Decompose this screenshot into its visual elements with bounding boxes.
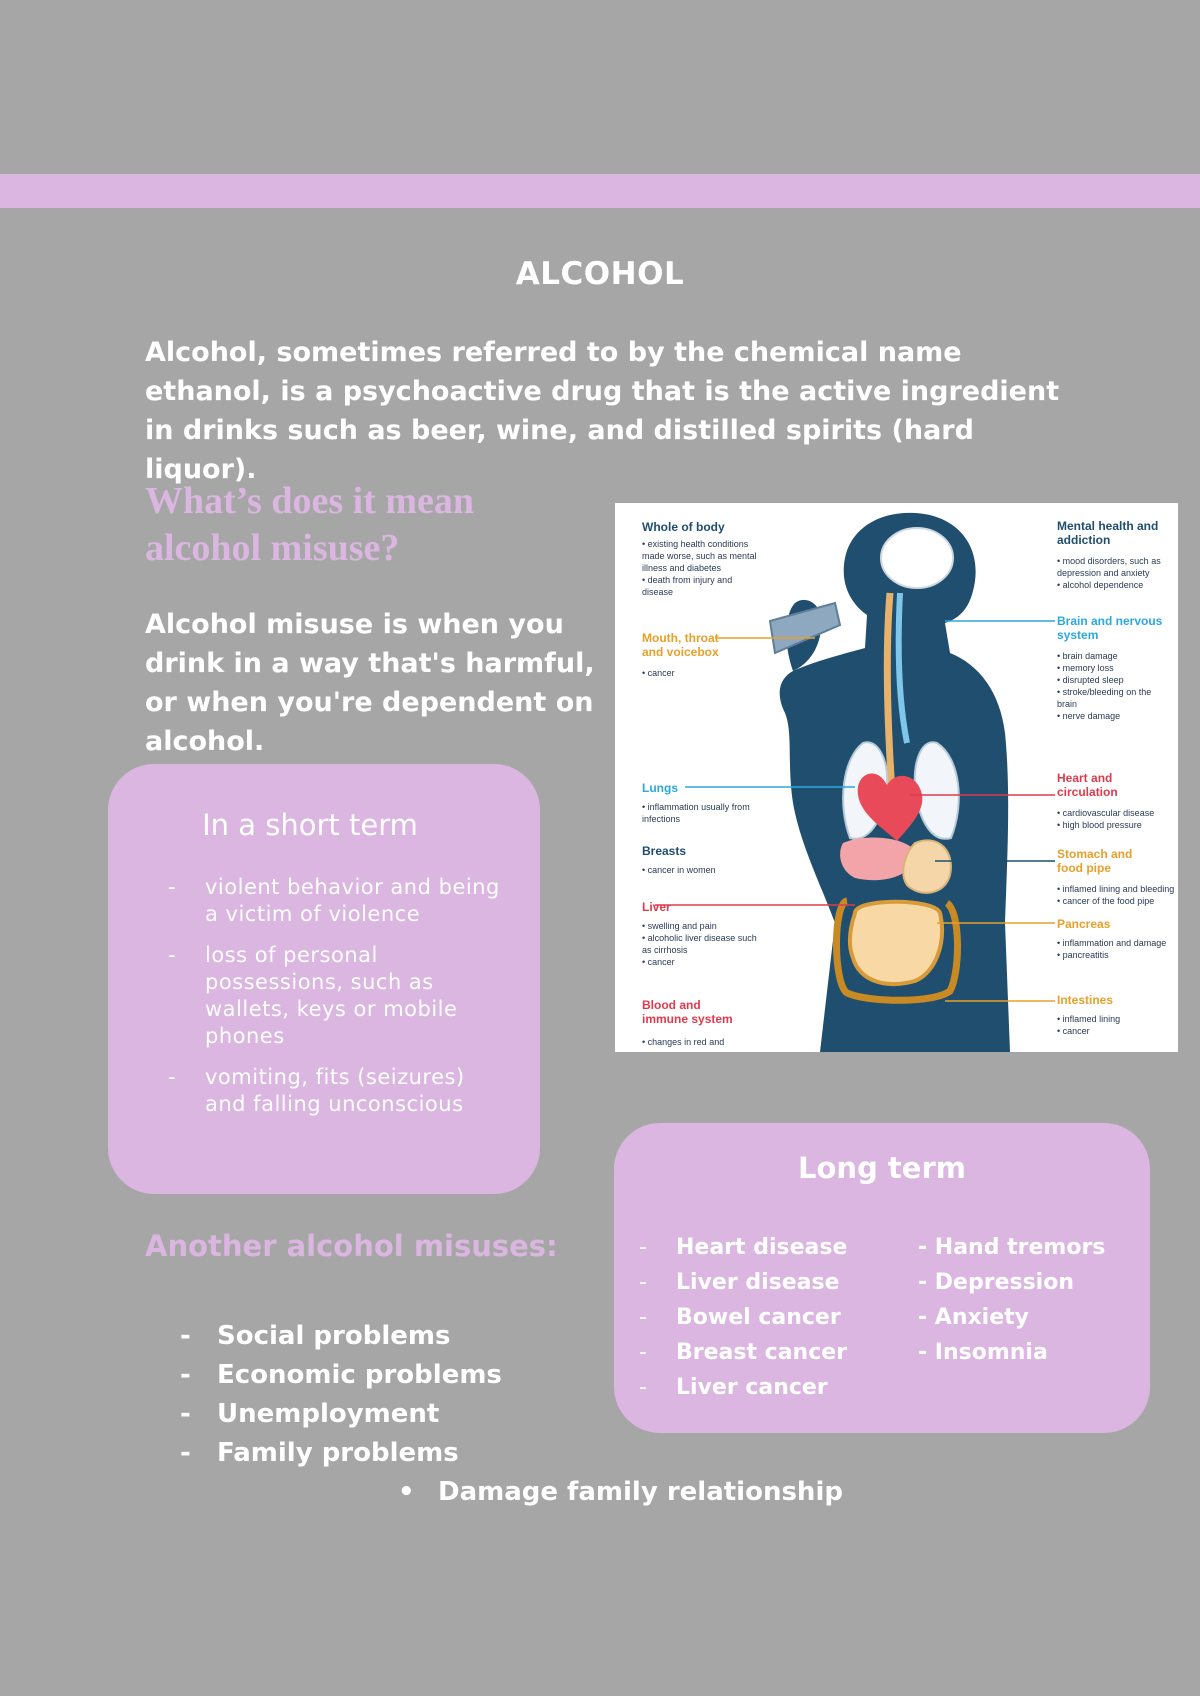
- label-heart-circulation: Heart and circulation: [1057, 771, 1118, 799]
- label-blood-immune: Blood and immune system: [642, 998, 733, 1026]
- list-item: - Unemployment: [180, 1395, 502, 1434]
- list-item: - Liver disease: [639, 1265, 847, 1300]
- bullet-icon: •: [398, 1477, 415, 1507]
- list-item: - Bowel cancer: [639, 1300, 847, 1335]
- label-brain-nervous-detail: • brain damage • memory loss • disrupted sleep • stroke/bleeding on the brain • nerve damage: [1057, 651, 1152, 721]
- label-pancreas: Pancreas: [1057, 917, 1111, 931]
- label-mental-health: Mental health and addiction: [1057, 519, 1159, 547]
- list-item: - Social problems: [180, 1317, 502, 1356]
- label-mouth-throat: Mouth, throat and voicebox: [642, 631, 719, 659]
- list-item: - Hand tremors: [918, 1235, 1106, 1260]
- long-term-title: Long term: [798, 1151, 966, 1185]
- list-item: - vomiting, fits (seizures) and falling unconscious: [168, 1064, 508, 1118]
- label-intestines: Intestines: [1057, 993, 1114, 1007]
- intro-paragraph: Alcohol, sometimes referred to by the chemical name ethanol, is a psychoactive drug that is the active ingredient in drinks such as beer, wine, and distilled spirits (hard liquor).: [145, 337, 1060, 485]
- short-term-box: [108, 764, 540, 1194]
- list-item: - Economic problems: [180, 1356, 502, 1395]
- label-lungs: Lungs: [642, 781, 678, 795]
- label-pancreas-detail: • inflammation and damage • pancreatitis: [1057, 938, 1167, 960]
- list-item: - Insomnia: [918, 1340, 1048, 1365]
- intestines-icon: [850, 902, 942, 984]
- list-item: - Liver cancer: [639, 1370, 847, 1405]
- list-item: - Anxiety: [918, 1305, 1029, 1330]
- list-item: - Heart disease: [639, 1230, 847, 1265]
- label-breasts-detail: • cancer in women: [642, 865, 716, 875]
- label-lungs-detail: • inflammation usually from infections: [642, 802, 750, 824]
- list-item: - violent behavior and being a victim of violence: [168, 874, 508, 928]
- label-heart-circulation-detail: • cardiovascular disease • high blood pressure: [1057, 808, 1155, 830]
- brain-icon: [881, 528, 953, 588]
- another-misuses-heading: Another alcohol misuses:: [145, 1229, 558, 1263]
- misuse-heading: What’s does it mean alcohol misuse?: [145, 480, 474, 569]
- label-breasts: Breasts: [642, 844, 687, 858]
- long-term-list-right: [918, 1230, 1105, 1370]
- list-item: - Depression: [918, 1270, 1074, 1295]
- short-term-list: [168, 874, 508, 1132]
- label-stomach-food-pipe-detail: • inflamed lining and bleeding • cancer of the food pipe: [1057, 884, 1175, 906]
- misuse-definition: Alcohol misuse is when you drink in a way that's harmful, or when you're dependent on alcohol.: [145, 609, 595, 757]
- another-misuses-list: [180, 1317, 502, 1473]
- list-item: - Breast cancer: [639, 1335, 847, 1370]
- top-accent-band: [0, 174, 1200, 208]
- label-intestines-detail: • inflamed lining • cancer: [1057, 1014, 1121, 1036]
- label-mental-health-detail: • mood disorders, such as depression and anxiety • alcohol dependence: [1057, 556, 1161, 590]
- label-whole-body-detail: • existing health conditions made worse, such as mental illness and diabetes • death from injury and disease: [642, 539, 757, 597]
- label-whole-body: Whole of body: [642, 520, 725, 534]
- long-term-box: [614, 1123, 1150, 1433]
- label-liver-detail: • swelling and pain • alcoholic liver disease such as cirrhosis • cancer: [642, 921, 757, 967]
- label-brain-nervous: Brain and nervous system: [1057, 614, 1163, 642]
- list-item: - Family problems: [180, 1434, 502, 1473]
- page-title: ALCOHOL: [515, 256, 685, 292]
- label-liver: Liver: [642, 900, 671, 914]
- short-term-title: In a short term: [202, 808, 418, 842]
- list-item: - loss of personal possessions, such as wallets, keys or mobile phones: [168, 942, 508, 1050]
- body-effects-diagram: [615, 503, 1178, 1052]
- long-term-list-left: [639, 1230, 847, 1405]
- stomach-icon: [903, 840, 951, 893]
- label-blood-immune-detail: • changes in red and: [642, 1037, 725, 1047]
- label-mouth-throat-detail: • cancer: [642, 668, 675, 678]
- label-stomach-food-pipe: Stomach and food pipe: [1057, 847, 1133, 875]
- sub-item-text: Damage family relationship: [438, 1477, 843, 1507]
- sub-list-item: [398, 1473, 843, 1512]
